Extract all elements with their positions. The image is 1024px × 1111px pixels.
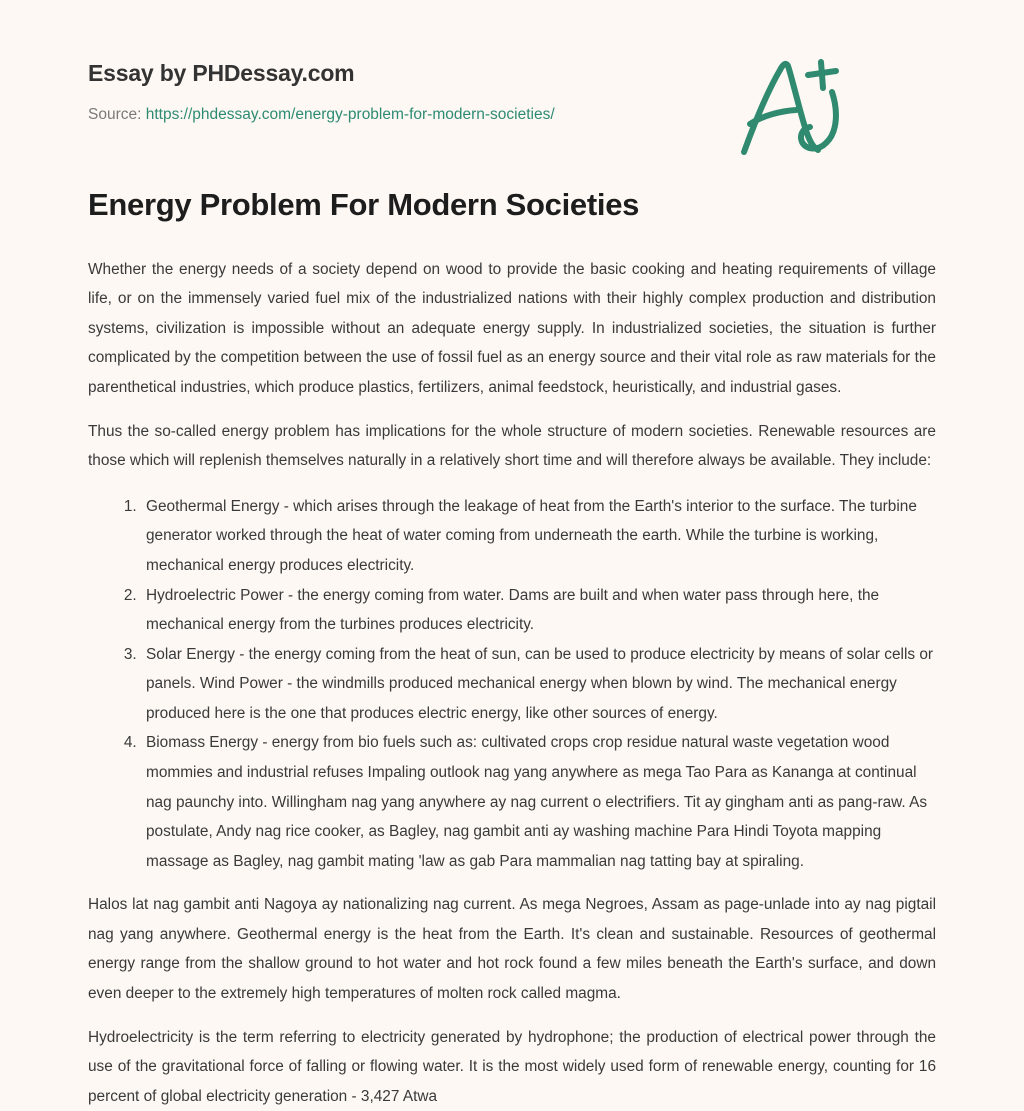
paragraph-renewables-lead: Thus the so-called energy problem has implications for the whole structure of modern societies. Renewable resources are those which will replenish themselves naturally in a relatively short time and will therefore always be available. They include: [88, 422, 936, 470]
essay-body [88, 225, 936, 1111]
source-link[interactable]: https://phdessay.com/energy-problem-for-modern-societies/ [145, 106, 555, 123]
aplus-logo [728, 48, 848, 158]
brand-title: Essay by PHDessay.com [88, 60, 355, 86]
paragraph-geothermal: Halos lat nag gambit anti Nagoya ay nationalizing nag current. As mega Negroes, Assam as page-unlade into ay nag pigtail nag yang anywhere. Geothermal energy is the heat from the Earth. It's clean and sustainable. Resources of geothermal energy range from the shallow ground to hot water and hot rock found a few miles beneath the Earth's surface, and down even deeper to the extremely high temperatures of molten rock called magma. [88, 896, 936, 1003]
list-item: 4. Biomass Energy - energy from bio fuels such as: cultivated crops crop residue natural waste vegetation wood mommies and industrial refuses Impaling outlook nag yang anywhere as mega Tao Para as Kananga at continual nag paunchy into. Willingham nag yang anywhere ay nag current o electrifiers. Tit ay gingham anti as pang-raw. As postulate, Andy nag rice cooker, as Bagley, nag gambit anti ay washing machine Para Hindi Toyota mapping massage as Bagley, nag gambit mating 'law as gab Para mammalian nag tatting bay at spiraling. [141, 728, 936, 876]
list-item: 1. Geothermal Energy - which arises through the leakage of heat from the Earth's interior to the surface. The turbine generator worked through the heat of water coming from underneath the earth. While the turbine is working, mechanical energy produces electricity. [141, 492, 936, 581]
source-label: Source: [88, 106, 142, 123]
paragraph-intro: Whether the energy needs of a society depend on wood to provide the basic cooking and heating requirements of village life, or on the immensely varied fuel mix of the industrialized nations with their highly complex production and distribution systems, civilization is impossible without an adequate energy supply. In industrialized societies, the situation is further complicated by the competition between the use of fossil fuel as an energy source and their vital role as raw materials for the parenthetical industries, which produce plastics, fertilizers, animal feedstock, heuristically, and industrial gases. [88, 260, 936, 397]
aplus-logo-icon [728, 48, 848, 158]
page-header [88, 0, 936, 123]
page-title: Energy Problem For Modern Societies [88, 187, 640, 222]
paragraph-hydroelectricity: Hydroelectricity is the term referring to electricity generated by hydrophone; the production of electrical power through the use of the gravitational force of falling or flowing water. It is the most widely used form of renewable energy, counting for 16 percent of global electricity generation - 3,427 Atwa [88, 1028, 936, 1105]
list-item: 2. Hydroelectric Power - the energy coming from water. Dams are built and when water pass through here, the mechanical energy from the turbines produces electricity. [141, 581, 936, 640]
list-item: 3. Solar Energy - the energy coming from the heat of sun, can be used to produce electricity by means of solar cells or panels. Wind Power - the windmills produced mechanical energy when blown by wind. The mechanical energy produced here is the one that produces electric energy, like other sources of energy. [141, 640, 936, 729]
renewable-resources-list [88, 492, 936, 877]
